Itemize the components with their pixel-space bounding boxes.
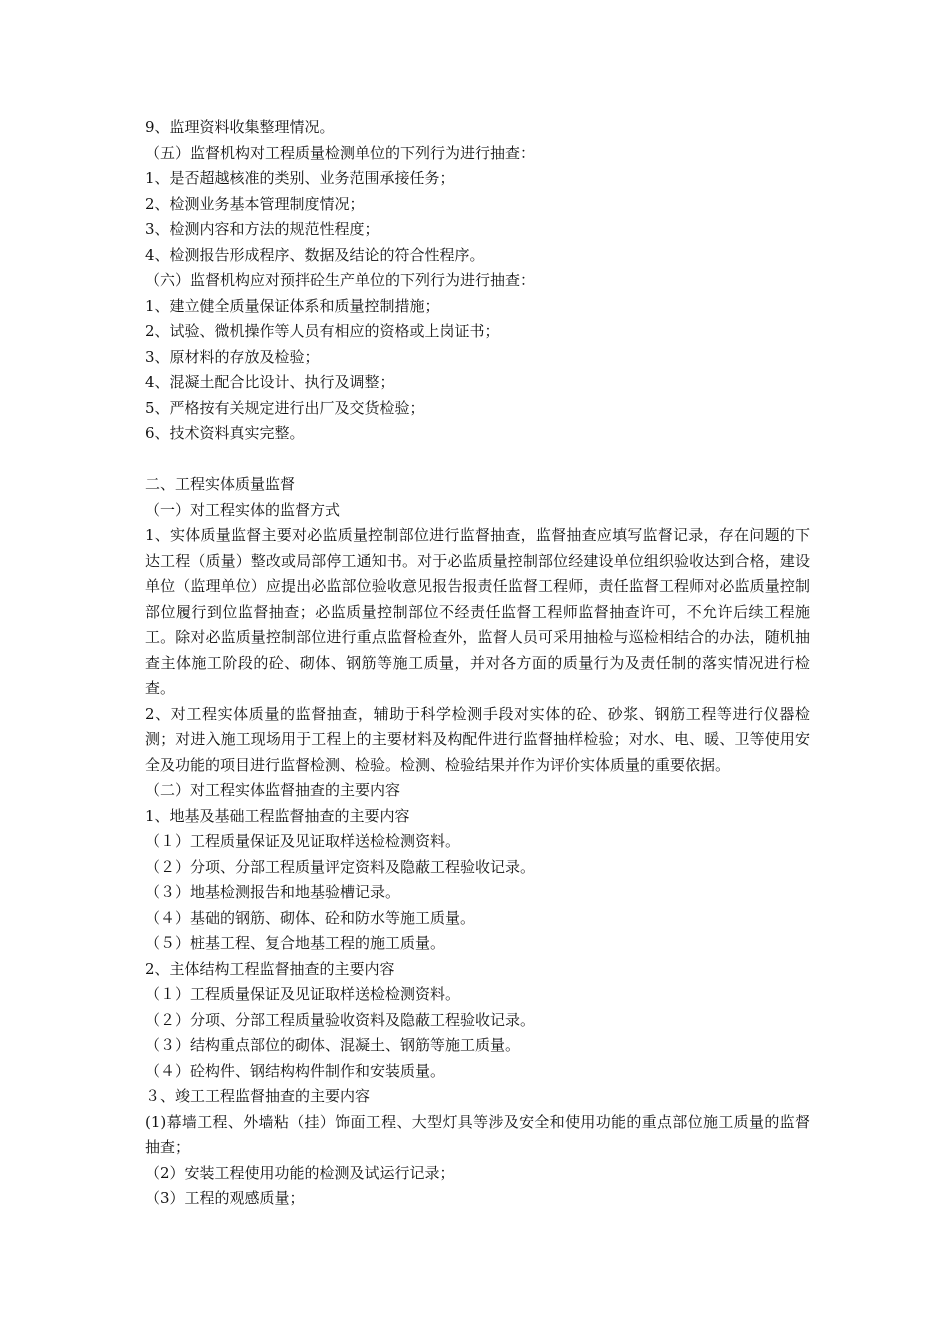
list-item: （５）桩基工程、复合地基工程的施工质量。 <box>145 934 446 952</box>
text-line: 4、混凝土配合比设计、执行及调整； <box>145 373 395 391</box>
blank-line <box>145 447 810 473</box>
list-item: （２）分项、分部工程质量评定资料及隐蔽工程验收记录。 <box>145 857 536 876</box>
subsection-heading: （二）对工程实体监督抽查的主要内容 <box>145 781 401 799</box>
group-heading: 2、主体结构工程监督抽查的主要内容 <box>145 959 395 978</box>
text-line: 2、试验、微机操作等人员有相应的资格或上岗证书； <box>145 322 500 340</box>
list-item: （１）工程质量保证及见证取样送检检测资料。 <box>145 985 461 1003</box>
text-line: （五）监督机构对工程质量检测单位的下列行为进行抽查： <box>145 143 536 162</box>
list-item: (1)幕墙工程、外墙粘（挂）饰面工程、大型灯具等涉及安全和使用功能的重点部位施工质量的监督抽查； <box>145 1112 810 1156</box>
section-heading: 二、工程实体质量监督 <box>145 475 296 493</box>
list-item: （１）工程质量保证及见证取样送检检测资料。 <box>145 832 461 850</box>
group-heading: 1、地基及基础工程监督抽查的主要内容 <box>145 806 410 825</box>
text-line: 2、检测业务基本管理制度情况； <box>145 194 365 213</box>
text-line: 1、建立健全质量保证体系和质量控制措施； <box>145 296 440 315</box>
document-page <box>145 115 810 1212</box>
text-line: 4、检测报告形成程序、数据及结论的符合性程序。 <box>145 245 485 264</box>
list-item: （３）结构重点部位的砌体、混凝土、钢筋等施工质量。 <box>145 1036 521 1054</box>
text-line: （六）监督机构应对预拌砼生产单位的下列行为进行抽查： <box>145 271 536 289</box>
list-item: （2）安装工程使用功能的检测及试运行记录； <box>145 1163 455 1182</box>
list-item: （４）基础的钢筋、砌体、砼和防水等施工质量。 <box>145 908 476 927</box>
text-line: 3、检测内容和方法的规范性程度； <box>145 220 380 238</box>
list-item: （３）地基检测报告和地基验槽记录。 <box>145 883 401 901</box>
group-heading: ３、竣工工程监督抽查的主要内容 <box>145 1087 371 1105</box>
text-line: 9、监理资料收集整理情况。 <box>145 118 335 136</box>
paragraph: 2、对工程实体质量的监督抽查，辅助于科学检测手段对实体的砼、砂浆、钢筋工程等进行仪器检测；对进入施工现场用于工程上的主要材料及构配件进行监督抽样检验；对水、电、暖、卫等使用安全及功能的项目进行监督检测、检验。检测、检验结果并作为评价实体质量的重要依据。 <box>145 704 810 774</box>
list-item: （3）工程的观感质量； <box>145 1189 305 1207</box>
text-line: 6、技术资料真实完整。 <box>145 424 305 442</box>
subsection-heading: （一）对工程实体的监督方式 <box>145 500 341 519</box>
paragraph: 1、实体质量监督主要对必监质量控制部位进行监督抽查，监督抽查应填写监督记录，存在问题的下达工程（质量）整改或局部停工通知书。对于必监质量控制部位经建设单位组织验收达到合格，建设单位（监理单位）应提出必监部位验收意见报告报责任监督工程师，责任监督工程师对必监质量控制部位履行到位监督抽查；必监质量控制部位不经责任监督工程师监督抽查许可，不允许后续工程施工。除对必监质量控制部位进行重点监督检查外，监督人员可采用抽检与巡检相结合的办法，随机抽查主体施工阶段的砼、砌体、钢筋等施工质量，并对各方面的质量行为及责任制的落实情况进行检查。 <box>145 526 810 697</box>
text-line: 1、是否超越核准的类别、业务范围承接任务； <box>145 169 455 187</box>
text-line: 5、严格按有关规定进行出厂及交货检验； <box>145 398 425 417</box>
text-line: 3、原材料的存放及检验； <box>145 347 320 366</box>
list-item: （４）砼构件、钢结构构件制作和安装质量。 <box>145 1061 446 1080</box>
list-item: （２）分项、分部工程质量验收资料及隐蔽工程验收记录。 <box>145 1010 536 1029</box>
